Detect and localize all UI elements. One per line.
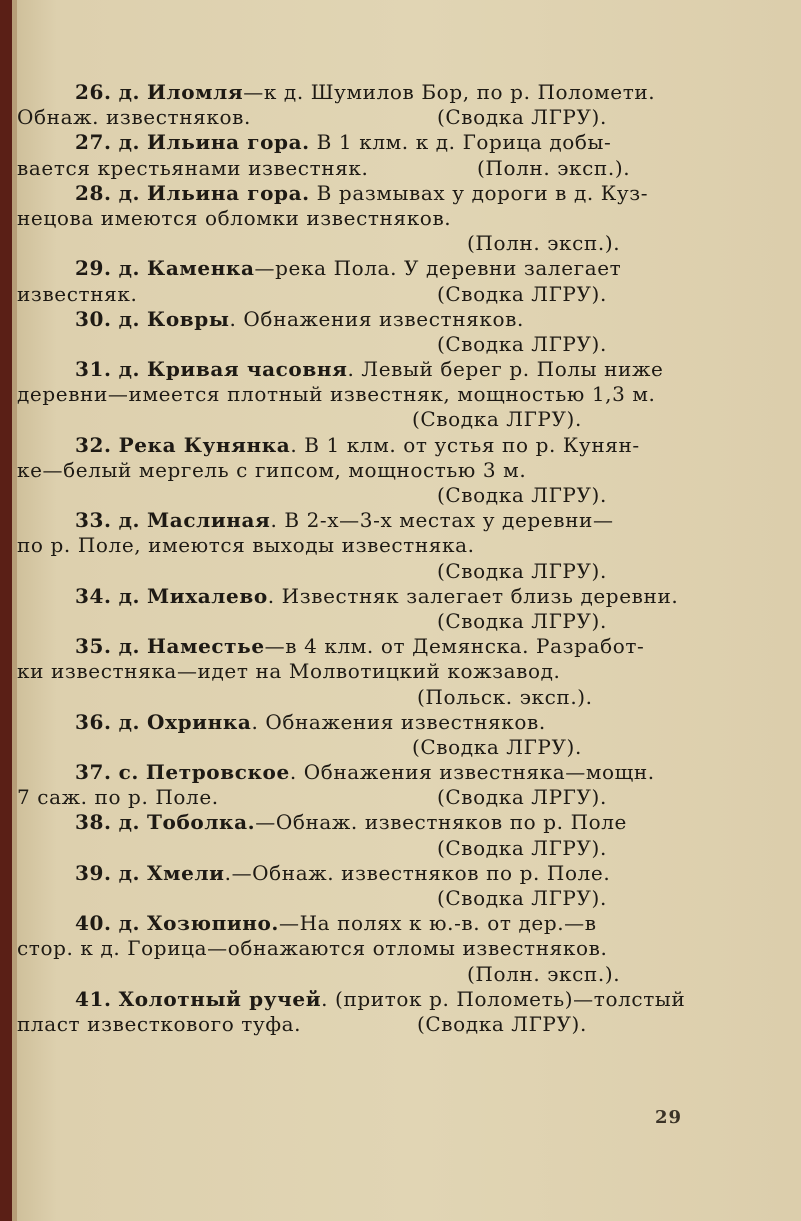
entry-source: (Сводка ЛГРУ). xyxy=(437,331,607,356)
entry-text: —На полях к ю.-в. от дер.—в xyxy=(279,911,597,936)
page-number: 29 xyxy=(655,1107,683,1128)
entry-continuation: стор. к д. Горица—обнажаются отломы известняков. xyxy=(17,936,608,961)
place-type: д. xyxy=(118,634,141,659)
entry-36 xyxy=(17,710,795,760)
entry-text: В размывах у дороги в д. Куз- xyxy=(309,180,649,205)
entry-source: (Полн. эксп.). xyxy=(467,961,621,986)
entry-source: (Сводка ЛГРУ). xyxy=(437,558,607,583)
entry-text: .—Обнаж. известняков по р. Поле. xyxy=(224,860,611,885)
place-type: с. xyxy=(118,760,139,785)
entry-text: —река Пола. У деревни залегает xyxy=(254,256,622,281)
book-spine xyxy=(0,0,12,1221)
entry-number: 36. xyxy=(75,709,112,734)
entry-number: 30. xyxy=(75,306,112,331)
entry-number: 33. xyxy=(75,508,112,533)
entry-source: (Сводка ЛГРУ). xyxy=(437,608,607,633)
place-type: д. xyxy=(118,306,141,331)
entry-32 xyxy=(17,433,795,509)
place-type: д. xyxy=(118,709,141,734)
entry-26 xyxy=(17,80,795,130)
entry-source: (Сводка ЛГРУ). xyxy=(417,1011,587,1036)
place-name: Хмели xyxy=(147,860,225,885)
entry-37 xyxy=(17,760,795,810)
place-type: д. xyxy=(118,130,141,155)
place-name: Маслиная xyxy=(147,508,271,533)
entry-35 xyxy=(17,634,795,710)
entry-continuation: деревни—имеется плотный известняк, мощностью 1,3 м. xyxy=(17,382,656,407)
place-type: д. xyxy=(118,80,141,104)
place-name: Петровское xyxy=(145,760,290,785)
entry-source: (Сводка ЛГРУ). xyxy=(437,886,607,910)
place-name: Наместье xyxy=(147,634,265,659)
place-type: д. xyxy=(118,508,141,533)
entry-29 xyxy=(17,256,795,306)
entry-number: 32. xyxy=(75,432,112,457)
entry-text: . Обнажения известняка—мощн. xyxy=(289,760,655,785)
entry-continuation: ке—белый мергель с гипсом, мощностью 3 м. xyxy=(17,457,527,482)
entry-number: 39. xyxy=(75,860,112,885)
entry-source: (Польск. эксп.). xyxy=(417,684,593,709)
place-type: д. xyxy=(118,860,141,885)
entry-33 xyxy=(17,508,795,584)
place-name: Кривая часовня xyxy=(147,357,348,382)
place-name: Холотный ручей xyxy=(118,986,322,1011)
entry-40 xyxy=(17,911,795,987)
place-type: д. xyxy=(118,810,141,835)
entry-continuation: Обнаж. известняков. xyxy=(17,105,251,130)
entry-text: —Обнаж. известняков по р. Поле xyxy=(255,810,627,835)
entry-continuation: пласт известкового туфа. xyxy=(17,1011,302,1036)
place-name: Михалево xyxy=(147,583,268,608)
entry-text: . Левый берег р. Полы ниже xyxy=(347,357,664,382)
entry-41 xyxy=(17,987,795,1037)
place-name: Ильина гора. xyxy=(147,130,310,155)
entry-number: 40. xyxy=(75,911,112,936)
entry-continuation: 7 саж. по р. Поле. xyxy=(17,785,219,810)
document-page xyxy=(17,0,801,1221)
entry-continuation: вается крестьянами известняк. xyxy=(17,155,369,180)
entry-30 xyxy=(17,307,795,357)
entry-number: 35. xyxy=(75,634,112,659)
entry-text: В 1 клм. к д. Горица добы- xyxy=(309,130,612,155)
entry-number: 38. xyxy=(75,810,112,835)
entry-text: . Обнажения известняков. xyxy=(229,306,524,331)
entry-34 xyxy=(17,584,795,634)
place-name: Иломля xyxy=(147,80,244,104)
place-name: Ковры xyxy=(147,306,230,331)
entry-continuation: известняк. xyxy=(17,281,138,306)
entry-text: . В 1 клм. от устья по р. Кунян- xyxy=(290,432,640,457)
entry-text: —к д. Шумилов Бор, по р. Поломети. xyxy=(243,80,656,104)
entry-27 xyxy=(17,130,795,180)
entry-list xyxy=(17,80,795,1037)
entry-number: 26. xyxy=(75,80,112,104)
entry-text: . (приток р. Полометь)—толстый xyxy=(321,986,686,1011)
place-type: д. xyxy=(118,256,141,281)
place-name: Каменка xyxy=(147,256,255,281)
entry-number: 31. xyxy=(75,357,112,382)
entry-number: 41. xyxy=(75,986,112,1011)
entry-source: (Сводка ЛГРУ). xyxy=(437,483,607,507)
entry-31 xyxy=(17,357,795,433)
entry-39 xyxy=(17,861,795,911)
entry-source: (Сводка ЛГРУ). xyxy=(412,407,582,432)
entry-source: (Полн. эксп.). xyxy=(467,231,621,256)
entry-text: —в 4 клм. от Демянска. Разработ- xyxy=(264,634,645,659)
entry-number: 28. xyxy=(75,180,112,205)
entry-text: . Известняк залегает близь деревни. xyxy=(267,583,679,608)
entry-source: (Сводка ЛРГУ). xyxy=(437,785,607,810)
place-name: Охринка xyxy=(147,709,252,734)
place-name: Хозюпино. xyxy=(147,911,279,936)
place-type: д. xyxy=(118,583,141,608)
entry-continuation: нецова имеются обломки известняков. xyxy=(17,205,452,230)
entry-number: 34. xyxy=(75,583,112,608)
entry-28 xyxy=(17,181,795,257)
entry-number: 29. xyxy=(75,256,112,281)
place-name: Тоболка. xyxy=(147,810,256,835)
entry-source: (Сводка ЛГРУ). xyxy=(437,835,607,860)
place-type: д. xyxy=(118,911,141,936)
entry-number: 27. xyxy=(75,130,112,155)
entry-source: (Полн. эксп.). xyxy=(477,155,631,180)
entry-source: (Сводка ЛГРУ). xyxy=(412,734,582,759)
place-name: Река Кунянка xyxy=(118,432,291,457)
entry-number: 37. xyxy=(75,760,112,785)
entry-continuation: по р. Поле, имеются выходы известняка. xyxy=(17,533,475,558)
entry-38 xyxy=(17,810,795,860)
entry-source: (Сводка ЛГРУ). xyxy=(437,281,607,306)
place-type: д. xyxy=(118,357,141,382)
entry-text: . Обнажения известняков. xyxy=(251,709,546,734)
entry-text: . В 2-х—3-х местах у деревни— xyxy=(270,508,614,533)
place-name: Ильина гора. xyxy=(147,180,310,205)
entry-continuation: ки известняка—идет на Молвотицкий кожзавод. xyxy=(17,659,561,684)
place-type: д. xyxy=(118,180,141,205)
entry-source: (Сводка ЛГРУ). xyxy=(437,105,607,130)
